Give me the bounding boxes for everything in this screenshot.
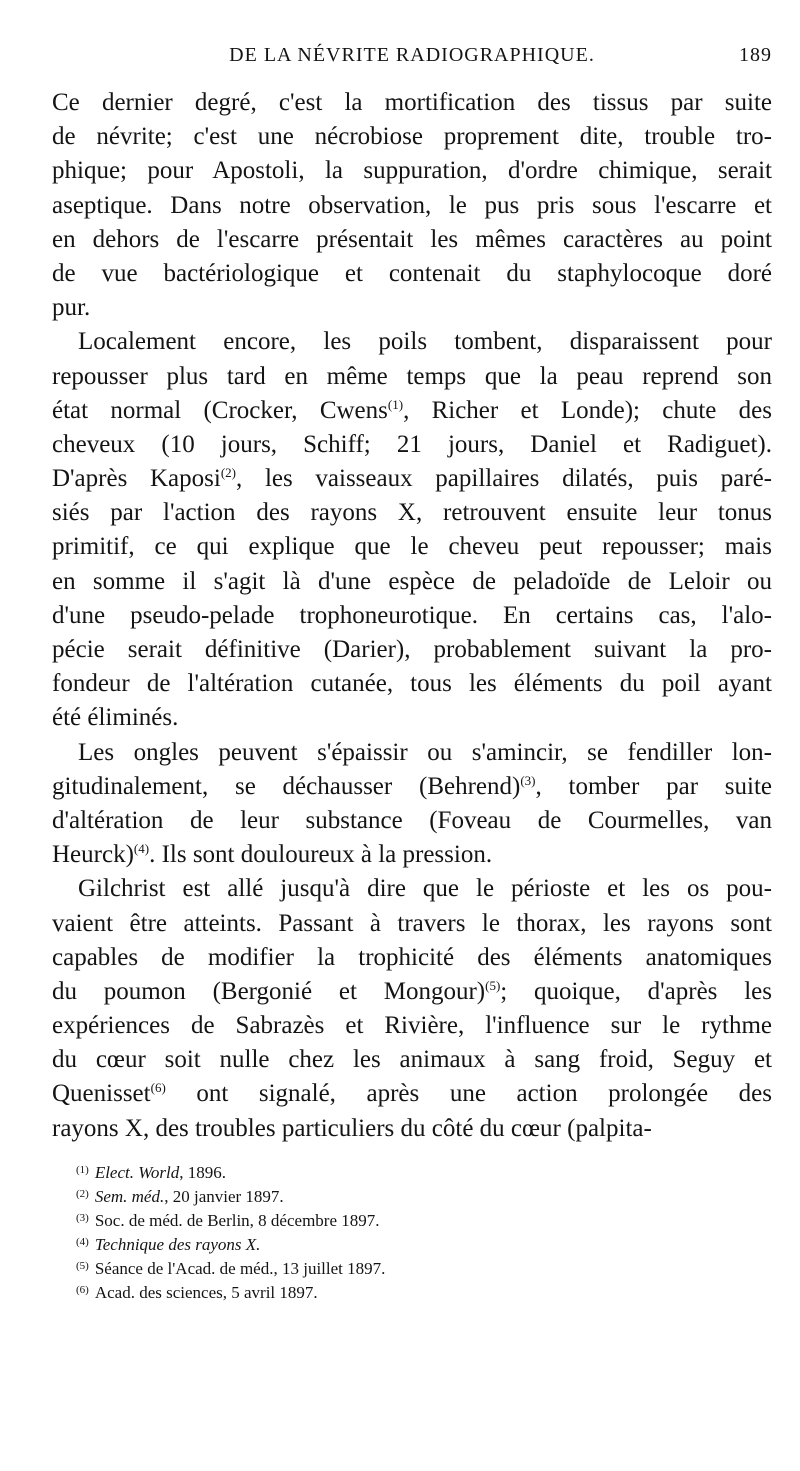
text-line: vaient être atteints. Passant à travers le thorax, les rayons sont: [52, 909, 772, 937]
text-line: d'altération de leur substance (Foveau de Courmelles, van: [52, 806, 772, 834]
footnote-reference: (3): [520, 772, 536, 788]
text-line: primitif, ce qui explique que le cheveu peut repousser; mais: [52, 533, 772, 561]
text-line: Les ongles peuvent s'épaissir ou s'amincir, se fendiller lon-: [78, 738, 772, 766]
footnote-reference: (1): [387, 396, 404, 412]
text-line: phique; pour Apostoli, la suppuration, d'ordre chimique, serait: [52, 157, 772, 185]
text-line: Quenisset$^{(6)}$ ont signalé, après une action prolongée des: [52, 1080, 772, 1108]
text-line: de vue bactériologique et contenait du staphylocoque doré: [52, 259, 772, 287]
text-line: du cœur soit nulle chez les animaux à sang froid, Seguy et: [52, 1046, 772, 1074]
footnotes: [76, 1158, 756, 1302]
text-line: d'une pseudo-pelade trophoneurotique. En certains cas, l'alo-: [52, 601, 772, 629]
text-line: cheveux (10 jours, Schiff; 21 jours, Daniel et Radiguet).: [52, 430, 772, 458]
running-head: [52, 44, 772, 74]
page-number: 189: [739, 44, 772, 66]
text-line: aseptique. Dans notre observation, le pus pris sous l'escarre et: [52, 191, 772, 219]
text-line: pur.: [52, 294, 91, 322]
footnote-reference: (5): [485, 977, 501, 993]
text-line: du poumon (Bergonié et Mongour)$^{(5)}$; quoique, d'après les: [52, 977, 772, 1005]
footnote-reference: (6): [150, 1080, 166, 1096]
text-line: état normal (Crocker, Cwens$^{(1)}$, Richer et Londe); chute des: [52, 396, 772, 424]
body-text: [52, 86, 772, 1146]
text-line: gitudinalement, se déchausser (Behrend)$^{(3)}$, tomber par suite: [52, 772, 772, 800]
text-line: D'après Kaposi$^{(2)}$, les vaisseaux papillaires dilatés, puis paré-: [52, 465, 772, 493]
text-line: fondeur de l'altération cutanée, tous les éléments du poil ayant: [52, 670, 772, 698]
footnote: $^{(2)}$ Sem. méd., 20 janvier 1897.: [76, 1187, 284, 1206]
text-line: Ce dernier degré, c'est la mortification des tissus par suite: [52, 89, 772, 116]
running-title: DE LA NÉVRITE RADIOGRAPHIQUE.: [229, 44, 595, 66]
footnote-reference: (4): [133, 841, 150, 857]
footnote: $^{(6)}$ Acad. des sciences, 5 avril 1897.: [76, 1283, 318, 1302]
text-line: repousser plus tard en même temps que la peau reprend son: [52, 362, 772, 390]
footnote-reference: (2): [220, 465, 236, 481]
text-line: Heurck)$^{(4)}$. Ils sont douloureux à la pression.: [52, 841, 493, 869]
text-line: Localement encore, les poils tombent, disparaissent pour: [78, 328, 772, 356]
text-line: en dehors de l'escarre présentait les mêmes caractères au point: [52, 225, 772, 253]
footnote: $^{(3)}$ Soc. de méd. de Berlin, 8 décembre 1897.: [76, 1211, 380, 1230]
text-line: en somme il s'agit là d'une espèce de peladoïde de Leloir ou: [52, 567, 772, 595]
footnote: $^{(4)}$ Technique des rayons X.: [76, 1235, 261, 1254]
text-line: capables de modifier la trophicité des éléments anatomiques: [52, 943, 772, 971]
text-line: pécie serait définitive (Darier), probablement suivant la pro-: [52, 636, 772, 663]
text-line: rayons X, des troubles particuliers du côté du cœur (palpita-: [52, 1114, 652, 1142]
text-line: été éliminés.: [52, 704, 179, 732]
text-line: Gilchrist est allé jusqu'à dire que le périoste et les os pou-: [78, 875, 772, 903]
text-line: siés par l'action des rayons X, retrouvent ensuite leur tonus: [52, 499, 772, 527]
footnote: $^{(1)}$ Elect. World, 1896.: [76, 1163, 226, 1182]
text-line: de névrite; c'est une nécrobiose proprement dite, trouble tro-: [52, 123, 772, 151]
text-line: expériences de Sabrazès et Rivière, l'influence sur le rythme: [52, 1012, 772, 1040]
footnote: $^{(5)}$ Séance de l'Acad. de méd., 13 juillet 1897.: [76, 1259, 386, 1278]
